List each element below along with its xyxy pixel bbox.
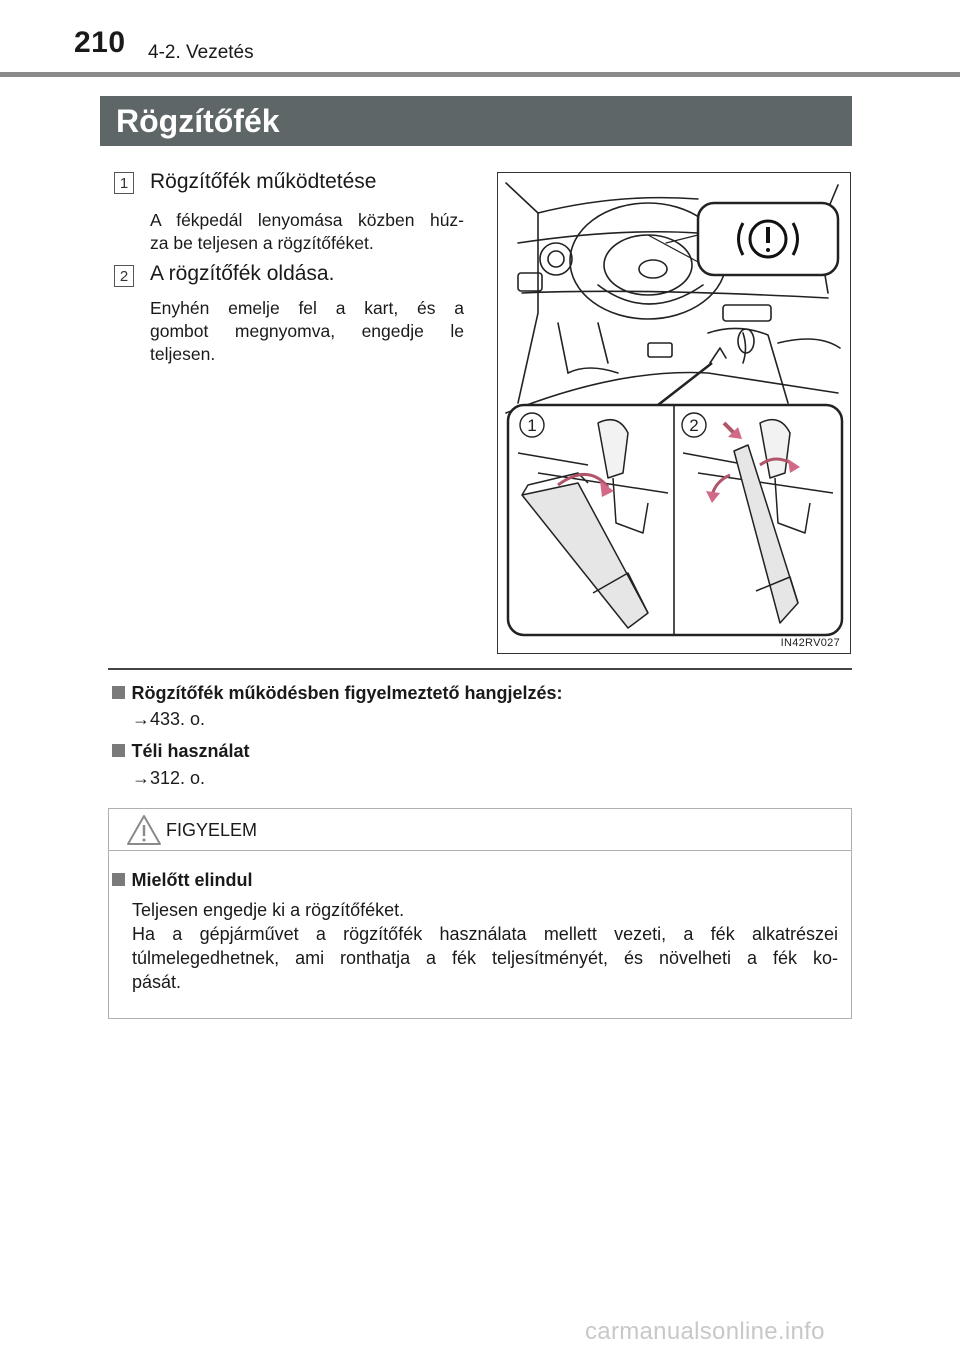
parking-brake-illustration <box>497 172 851 654</box>
square-bullet-icon <box>112 744 125 757</box>
note-item <box>112 741 250 762</box>
warning-line: túlmelegedhetnek, ami ronthatja a fék teljesítményét, és növelheti a fék ko- <box>132 948 838 968</box>
warning-triangle-icon <box>126 814 162 846</box>
warning-line: pását. <box>132 972 182 992</box>
watermark: carmanualsonline.info <box>585 1318 825 1345</box>
step-2-number: 2 <box>114 265 134 287</box>
page-reference-link[interactable]: →312. o. <box>132 768 206 788</box>
inset-callout-1: 1 <box>527 416 537 435</box>
warning-label: FIGYELEM <box>166 820 258 840</box>
note-heading: Téli használat <box>131 741 250 761</box>
section-label: 4-2. Vezetés <box>148 42 254 63</box>
warning-text <box>132 898 838 994</box>
step-1-body <box>150 209 464 255</box>
section-divider <box>108 668 852 670</box>
note-item <box>112 683 563 704</box>
step-2-body <box>150 297 464 366</box>
header-rule <box>0 72 960 77</box>
step-1-line: A fékpedál lenyomása közben húz- <box>150 210 464 230</box>
illustration-drawing <box>498 173 849 652</box>
page-title: Rögzítőfék <box>100 96 852 146</box>
step-2-line: teljesen. <box>150 344 216 364</box>
warning-line: Ha a gépjárművet a rögzítőfék használata mellett vezeti, a fék alkatrészei <box>132 924 838 944</box>
page-reference-link[interactable]: →433. o. <box>132 709 206 729</box>
step-2-line: Enyhén emelje fel a kart, és a <box>150 298 464 318</box>
illustration-code: IN42RV027 <box>780 637 840 649</box>
step-1-number: 1 <box>114 172 134 194</box>
warning-heading-row <box>112 870 252 891</box>
warning-heading: Mielőtt elindul <box>131 870 253 890</box>
warning-divider <box>108 850 852 851</box>
warning-line: Teljesen engedje ki a rögzítőféket. <box>132 900 405 920</box>
note-heading: Rögzítőfék működésben figyelmeztető hangjelzés: <box>131 683 563 703</box>
inset-callout-2: 2 <box>689 416 699 435</box>
step-1-title: Rögzítőfék működtetése <box>150 170 377 193</box>
square-bullet-icon <box>112 873 125 886</box>
step-1-line: za be teljesen a rögzítőféket. <box>150 233 374 253</box>
page-number: 210 <box>74 26 126 59</box>
square-bullet-icon <box>112 686 125 699</box>
step-2-line: gombot megnyomva, engedje le <box>150 321 464 341</box>
step-2-title: A rögzítőfék oldása. <box>150 262 335 285</box>
